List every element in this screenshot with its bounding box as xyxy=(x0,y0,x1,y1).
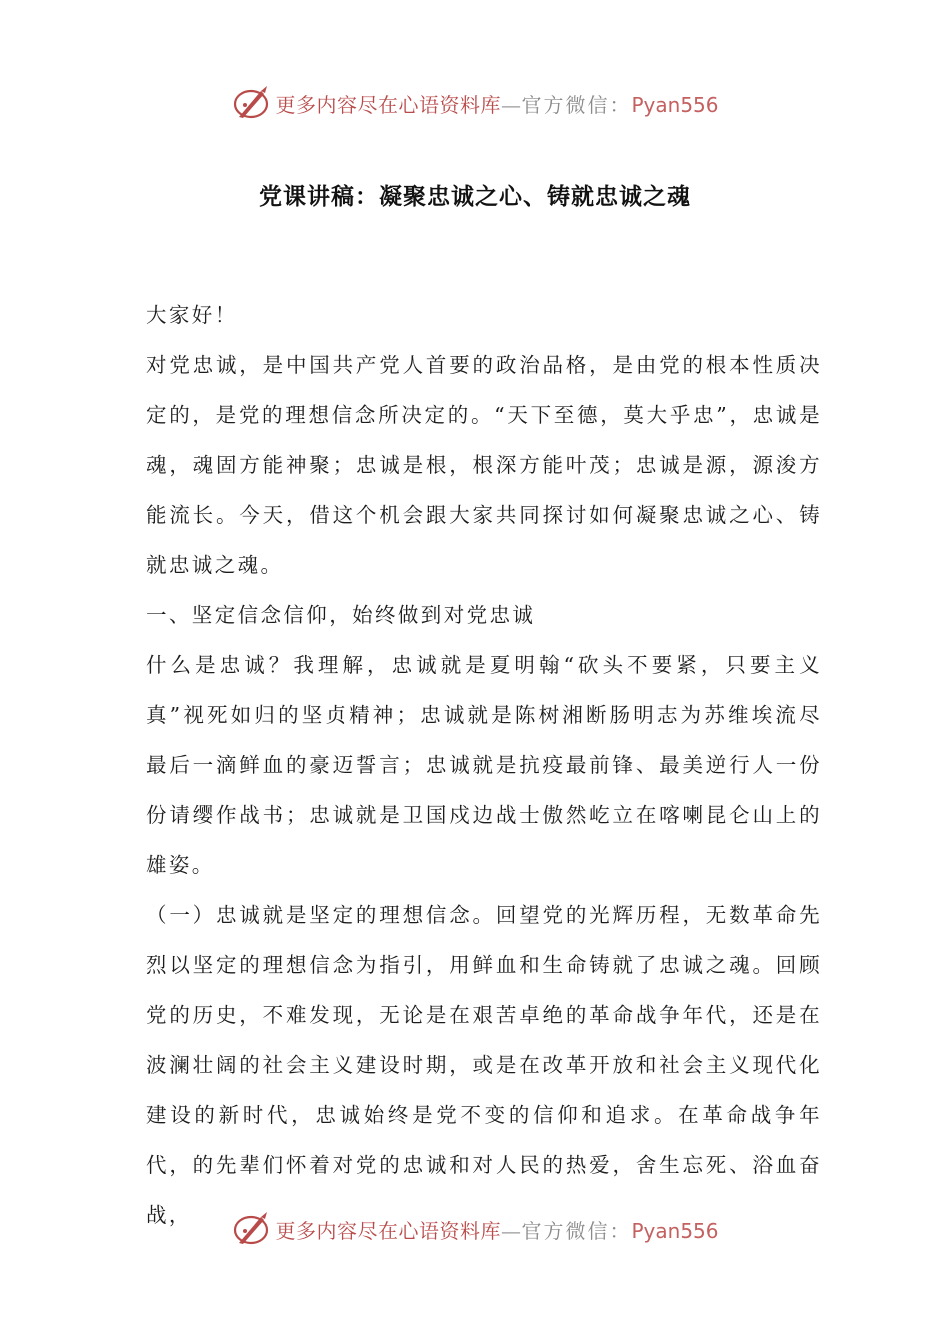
footer-banner xyxy=(0,1207,950,1251)
paragraph-intro: 对党忠诚，是中国共产党人首要的政治品格，是由党的根本性质决定的，是党的理想信念所决定的。“天下至德，莫大乎忠”，忠诚是魂，魂固方能神聚；忠诚是根，根深方能叶茂；忠诚是源，源浚方能流长。今天，借这个机会跟大家共同探讨如何凝聚忠诚之心、铸就忠诚之魂。 xyxy=(146,353,822,577)
paragraph-greeting: 大家好！ xyxy=(146,303,238,327)
document-title: 党课讲稿：凝聚忠诚之心、铸就忠诚之魂 xyxy=(259,183,691,210)
banner-wechat-id: Pyan556 xyxy=(631,92,719,117)
section-heading-1: 一、坚定信念信仰，始终做到对党忠诚 xyxy=(146,603,536,627)
banner-dash: — xyxy=(500,92,522,117)
banner-text xyxy=(275,89,718,118)
banner-sub-text: 官方微信： xyxy=(521,92,632,117)
banner-text xyxy=(275,1215,718,1244)
banner-wechat-id: Pyan556 xyxy=(631,1218,719,1243)
banner-main-text: 更多内容尽在心语资料库 xyxy=(275,1218,501,1243)
quill-pen-logo-icon xyxy=(231,1209,271,1249)
header-banner xyxy=(0,81,950,125)
banner-dash: — xyxy=(500,1218,522,1243)
paragraph-subsection-1: （一）忠诚就是坚定的理想信念。回望党的光辉历程，无数革命先烈以坚定的理想信念为指引，用鲜血和生命铸就了忠诚之魂。回顾党的历史，不难发现，无论是在艰苦卓绝的革命战争年代，还是在波澜壮阔的社会主义建设时期，或是在改革开放和社会主义现代化建设的新时代，忠诚始终是党不变的信仰和追求。在革命战争年代，的先辈们怀着对党的忠诚和对人民的热爱，舍生忘死、浴血奋战， xyxy=(146,903,822,1227)
quill-pen-logo-icon xyxy=(231,83,271,123)
banner-main-text: 更多内容尽在心语资料库 xyxy=(275,92,501,117)
document-body xyxy=(146,290,822,1240)
banner-sub-text: 官方微信： xyxy=(521,1218,632,1243)
paragraph-what-is-loyalty: 什么是忠诚？我理解，忠诚就是夏明翰“砍头不要紧，只要主义真”视死如归的坚贞精神；忠诚就是陈树湘断肠明志为苏维埃流尽最后一滴鲜血的豪迈誓言；忠诚就是抗疫最前锋、最美逆行人一份份请缨作战书；忠诚就是卫国戍边战士傲然屹立在喀喇昆仑山上的雄姿。 xyxy=(146,653,822,877)
